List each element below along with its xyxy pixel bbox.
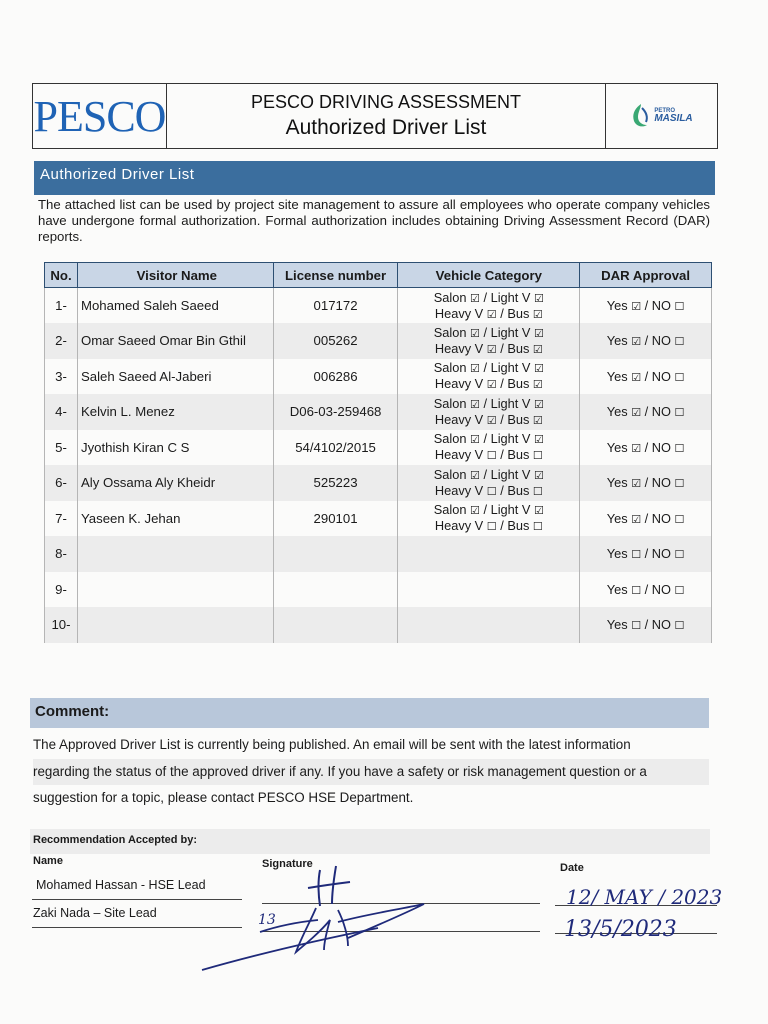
dar-no-checkbox-icon: ☐ bbox=[674, 619, 685, 633]
vehicle-label-heavy: Heavy V bbox=[434, 518, 487, 534]
table-row bbox=[45, 501, 712, 537]
vehicle-label-salon: Salon bbox=[433, 395, 471, 411]
vehicle-label-salon: Salon bbox=[433, 466, 471, 482]
row-number: 8- bbox=[45, 536, 78, 572]
dar-no-checkbox-icon: ☐ bbox=[674, 335, 685, 349]
dar-no-checkbox-icon: ☐ bbox=[674, 370, 685, 384]
recommendation-title-bar: Recommendation Accepted by: bbox=[30, 829, 710, 854]
dar-no-checkbox-icon: ☐ bbox=[674, 477, 685, 491]
separator: / bbox=[479, 502, 491, 518]
light-vehicle-checkbox-icon: ☑ bbox=[534, 433, 544, 447]
license-number-cell: 525223 bbox=[273, 465, 398, 501]
license-number-cell: 54/4102/2015 bbox=[273, 430, 398, 466]
table-row bbox=[45, 572, 712, 608]
bus-checkbox-icon: ☐ bbox=[532, 449, 543, 463]
separator: / bbox=[496, 411, 508, 427]
row-number: 4- bbox=[45, 394, 78, 430]
vehicle-label-bus: Bus bbox=[507, 411, 533, 427]
separator: / bbox=[479, 324, 491, 340]
vehicle-label-light: Light V bbox=[490, 431, 534, 447]
dar-no-checkbox-icon: ☐ bbox=[674, 406, 685, 420]
dar-no-label: NO bbox=[651, 546, 675, 562]
row-number: 1- bbox=[45, 288, 78, 324]
row-number: 10- bbox=[45, 607, 78, 643]
dar-no-label: NO bbox=[651, 475, 675, 491]
bus-checkbox-icon: ☑ bbox=[532, 342, 543, 356]
vehicle-label-salon: Salon bbox=[433, 502, 471, 518]
bus-checkbox-icon: ☐ bbox=[532, 484, 543, 498]
dar-yes-checkbox-icon: ☑ bbox=[631, 370, 642, 384]
vehicle-label-bus: Bus bbox=[507, 305, 533, 321]
row-number: 6- bbox=[45, 465, 78, 501]
petro-logo-text: PETRO bbox=[654, 108, 675, 114]
petro-masila-emblem-icon bbox=[630, 103, 652, 129]
vehicle-label-heavy: Heavy V bbox=[434, 305, 487, 321]
dar-no-label: NO bbox=[651, 439, 675, 455]
separator: / bbox=[641, 404, 652, 420]
bus-checkbox-icon: ☐ bbox=[532, 520, 543, 534]
visitor-name-cell bbox=[77, 572, 273, 608]
signature-label: Signature bbox=[262, 858, 313, 870]
separator: / bbox=[479, 395, 491, 411]
vehicle-category-cell bbox=[398, 465, 580, 501]
dar-approval-cell bbox=[580, 323, 712, 359]
handwritten-date-1 bbox=[560, 878, 730, 912]
row-number: 9- bbox=[45, 572, 78, 608]
heavy-vehicle-checkbox-icon: ☑ bbox=[486, 413, 497, 427]
dar-yes-label: Yes bbox=[606, 368, 632, 384]
light-vehicle-checkbox-icon: ☑ bbox=[534, 397, 544, 411]
dar-yes-checkbox-icon: ☑ bbox=[631, 441, 642, 455]
petro-masila-logo-box bbox=[605, 84, 717, 148]
separator: / bbox=[479, 289, 491, 305]
header-vehicle-category: Vehicle Category bbox=[398, 263, 580, 288]
separator: / bbox=[496, 340, 508, 356]
separator: / bbox=[496, 482, 508, 498]
vehicle-category-cell bbox=[398, 430, 580, 466]
separator: / bbox=[496, 305, 508, 321]
vehicle-category-cell bbox=[398, 323, 580, 359]
petro-masila-logo bbox=[630, 103, 692, 129]
separator: / bbox=[641, 333, 652, 349]
separator: / bbox=[479, 466, 491, 482]
salon-checkbox-icon: ☑ bbox=[470, 326, 480, 340]
salon-checkbox-icon: ☑ bbox=[470, 362, 480, 376]
heavy-vehicle-checkbox-icon: ☐ bbox=[486, 449, 497, 463]
license-number-cell bbox=[273, 572, 398, 608]
dar-yes-checkbox-icon: ☑ bbox=[631, 335, 642, 349]
table-row bbox=[45, 394, 712, 430]
vehicle-category-cell bbox=[398, 359, 580, 395]
date-label: Date bbox=[560, 862, 584, 874]
dar-yes-checkbox-icon: ☐ bbox=[631, 548, 642, 562]
dar-no-checkbox-icon: ☐ bbox=[674, 583, 685, 597]
document-subtitle: Authorized Driver List bbox=[285, 116, 487, 139]
salon-checkbox-icon: ☑ bbox=[470, 468, 480, 482]
license-number-cell: 290101 bbox=[273, 501, 398, 537]
light-vehicle-checkbox-icon: ☑ bbox=[534, 468, 544, 482]
dar-no-label: NO bbox=[651, 333, 675, 349]
dar-no-checkbox-icon: ☐ bbox=[674, 300, 685, 313]
dar-yes-label: Yes bbox=[606, 546, 632, 562]
light-vehicle-checkbox-icon: ☑ bbox=[534, 326, 544, 340]
dar-approval-cell bbox=[580, 288, 712, 324]
visitor-name-cell: Kelvin L. Menez bbox=[77, 394, 273, 430]
dar-approval-cell bbox=[580, 465, 712, 501]
vehicle-category-cell bbox=[398, 607, 580, 643]
dar-no-label: NO bbox=[651, 581, 675, 597]
signer-name-1: Mohamed Hassan - HSE Lead bbox=[36, 878, 206, 892]
license-number-cell: D06-03-259468 bbox=[273, 394, 398, 430]
heavy-vehicle-checkbox-icon: ☑ bbox=[486, 378, 497, 392]
vehicle-label-bus: Bus bbox=[507, 340, 533, 356]
separator: / bbox=[496, 376, 508, 392]
dar-approval-cell bbox=[580, 394, 712, 430]
header-dar-approval: DAR Approval bbox=[580, 263, 712, 288]
comment-paragraph bbox=[33, 732, 709, 812]
dar-no-label: NO bbox=[651, 368, 675, 384]
separator: / bbox=[479, 360, 491, 376]
separator: / bbox=[641, 368, 652, 384]
salon-checkbox-icon: ☑ bbox=[470, 291, 480, 305]
dar-yes-label: Yes bbox=[606, 439, 632, 455]
name-label: Name bbox=[33, 855, 63, 867]
heavy-vehicle-checkbox-icon: ☑ bbox=[486, 307, 497, 321]
table-row bbox=[45, 359, 712, 395]
separator: / bbox=[641, 546, 652, 562]
visitor-name-cell bbox=[77, 607, 273, 643]
license-number-cell: 005262 bbox=[273, 323, 398, 359]
salon-checkbox-icon: ☑ bbox=[470, 397, 480, 411]
row-number: 3- bbox=[45, 359, 78, 395]
heavy-vehicle-checkbox-icon: ☑ bbox=[486, 342, 497, 356]
vehicle-label-bus: Bus bbox=[507, 447, 533, 463]
pesco-logo-box bbox=[33, 84, 167, 148]
svg-text:13/5/2023: 13/5/2023 bbox=[564, 917, 677, 942]
vehicle-label-heavy: Heavy V bbox=[434, 447, 487, 463]
heavy-vehicle-checkbox-icon: ☐ bbox=[486, 484, 497, 498]
license-number-cell bbox=[273, 536, 398, 572]
vehicle-category-cell bbox=[398, 501, 580, 537]
header-visitor-name: Visitor Name bbox=[77, 263, 273, 288]
separator: / bbox=[641, 298, 652, 313]
vehicle-label-light: Light V bbox=[490, 289, 534, 305]
dar-yes-checkbox-icon: ☐ bbox=[631, 583, 642, 597]
vehicle-category-cell bbox=[398, 394, 580, 430]
salon-checkbox-icon: ☑ bbox=[470, 433, 480, 447]
vehicle-label-light: Light V bbox=[490, 502, 534, 518]
dar-no-label: NO bbox=[651, 617, 675, 633]
handwritten-signature-2 bbox=[198, 892, 438, 974]
driver-table bbox=[44, 262, 712, 643]
dar-yes-label: Yes bbox=[606, 404, 632, 420]
row-number: 5- bbox=[45, 430, 78, 466]
dar-approval-cell bbox=[580, 536, 712, 572]
signer-name-2: Zaki Nada – Site Lead bbox=[33, 906, 157, 920]
vehicle-label-salon: Salon bbox=[433, 289, 471, 305]
table-row bbox=[45, 323, 712, 359]
bus-checkbox-icon: ☑ bbox=[532, 307, 543, 321]
heavy-vehicle-checkbox-icon: ☐ bbox=[486, 520, 497, 534]
comment-line: The Approved Driver List is currently being published. An email will be sent with the latest information bbox=[33, 737, 631, 752]
dar-approval-cell bbox=[580, 501, 712, 537]
row-number: 2- bbox=[45, 323, 78, 359]
dar-no-label: NO bbox=[651, 404, 675, 420]
license-number-cell bbox=[273, 607, 398, 643]
dar-approval-cell bbox=[580, 430, 712, 466]
vehicle-category-cell bbox=[398, 536, 580, 572]
title-box bbox=[167, 84, 605, 148]
dar-no-label: NO bbox=[651, 510, 675, 526]
document-header bbox=[32, 83, 718, 149]
light-vehicle-checkbox-icon: ☑ bbox=[534, 291, 544, 305]
dar-yes-label: Yes bbox=[606, 581, 632, 597]
vehicle-label-light: Light V bbox=[490, 324, 534, 340]
dar-yes-checkbox-icon: ☑ bbox=[631, 406, 642, 420]
license-number-cell: 006286 bbox=[273, 359, 398, 395]
salon-checkbox-icon: ☑ bbox=[470, 504, 480, 518]
separator: / bbox=[641, 581, 652, 597]
vehicle-label-heavy: Heavy V bbox=[434, 340, 487, 356]
dar-yes-label: Yes bbox=[606, 510, 632, 526]
comment-line: regarding the status of the approved driver if any. If you have a safety or risk management question or a bbox=[33, 759, 709, 786]
dar-yes-label: Yes bbox=[606, 298, 632, 313]
dar-yes-checkbox-icon: ☐ bbox=[631, 619, 642, 633]
vehicle-category-cell bbox=[398, 572, 580, 608]
vehicle-label-salon: Salon bbox=[433, 324, 471, 340]
pesco-logo: PESCO bbox=[33, 91, 166, 141]
dar-yes-label: Yes bbox=[606, 617, 632, 633]
intro-paragraph: The attached list can be used by project site management to assure all employees who operate company vehicles have undergone formal authorization. Formal authorization includes obtaining Driving Assessment Record (DAR) reports. bbox=[38, 197, 710, 244]
separator: / bbox=[641, 617, 652, 633]
bus-checkbox-icon: ☑ bbox=[532, 378, 543, 392]
vehicle-label-bus: Bus bbox=[507, 482, 533, 498]
comment-line: suggestion for a topic, please contact PESCO HSE Department. bbox=[33, 790, 414, 805]
table-row bbox=[45, 288, 712, 324]
dar-yes-checkbox-icon: ☑ bbox=[631, 477, 642, 491]
section-title-bar: Authorized Driver List bbox=[34, 161, 715, 195]
table-row bbox=[45, 607, 712, 643]
separator: / bbox=[641, 475, 652, 491]
vehicle-label-salon: Salon bbox=[433, 431, 471, 447]
visitor-name-cell: Jyothish Kiran C S bbox=[77, 430, 273, 466]
vehicle-category-cell bbox=[398, 288, 580, 324]
vehicle-label-bus: Bus bbox=[507, 376, 533, 392]
dar-no-checkbox-icon: ☐ bbox=[674, 441, 685, 455]
separator: / bbox=[496, 447, 508, 463]
vehicle-label-light: Light V bbox=[490, 360, 534, 376]
comment-title-bar: Comment: bbox=[30, 698, 709, 728]
header-no: No. bbox=[45, 263, 78, 288]
dar-approval-cell bbox=[580, 607, 712, 643]
dar-approval-cell bbox=[580, 359, 712, 395]
dar-yes-checkbox-icon: ☑ bbox=[631, 300, 642, 313]
vehicle-label-bus: Bus bbox=[507, 518, 533, 534]
dar-approval-cell bbox=[580, 572, 712, 608]
dar-no-checkbox-icon: ☐ bbox=[674, 512, 685, 526]
visitor-name-cell: Mohamed Saleh Saeed bbox=[77, 288, 273, 324]
handwritten-date-2 bbox=[560, 910, 730, 944]
document-title: PESCO DRIVING ASSESSMENT bbox=[250, 92, 522, 112]
vehicle-label-salon: Salon bbox=[433, 360, 471, 376]
table-row bbox=[45, 536, 712, 572]
visitor-name-cell: Saleh Saeed Al-Jaberi bbox=[77, 359, 273, 395]
masila-logo-text: MASILA bbox=[654, 113, 693, 124]
separator: / bbox=[479, 431, 491, 447]
visitor-name-cell: Yaseen K. Jehan bbox=[77, 501, 273, 537]
separator: / bbox=[641, 439, 652, 455]
light-vehicle-checkbox-icon: ☑ bbox=[534, 504, 544, 518]
separator: / bbox=[641, 510, 652, 526]
dar-no-label: NO bbox=[651, 298, 675, 313]
dar-yes-checkbox-icon: ☑ bbox=[631, 512, 642, 526]
visitor-name-cell: Omar Saeed Omar Bin Gthil bbox=[77, 323, 273, 359]
header-license-number: License number bbox=[273, 263, 398, 288]
license-number-cell: 017172 bbox=[273, 288, 398, 324]
bus-checkbox-icon: ☑ bbox=[532, 413, 543, 427]
dar-yes-label: Yes bbox=[606, 333, 632, 349]
vehicle-label-heavy: Heavy V bbox=[434, 411, 487, 427]
dar-no-checkbox-icon: ☐ bbox=[674, 548, 685, 562]
row-number: 7- bbox=[45, 501, 78, 537]
table-row bbox=[45, 430, 712, 466]
visitor-name-cell: Aly Ossama Aly Kheidr bbox=[77, 465, 273, 501]
separator: / bbox=[496, 518, 508, 534]
table-row bbox=[45, 465, 712, 501]
svg-text:12/ MAY / 2023: 12/ MAY / 2023 bbox=[566, 885, 723, 909]
vehicle-label-light: Light V bbox=[490, 395, 534, 411]
vehicle-label-heavy: Heavy V bbox=[434, 482, 487, 498]
dar-yes-label: Yes bbox=[606, 475, 632, 491]
vehicle-label-heavy: Heavy V bbox=[434, 376, 487, 392]
table-header-row bbox=[45, 263, 712, 288]
vehicle-label-light: Light V bbox=[490, 466, 534, 482]
signature-note: 13 bbox=[258, 912, 276, 928]
light-vehicle-checkbox-icon: ☑ bbox=[534, 362, 544, 376]
visitor-name-cell bbox=[77, 536, 273, 572]
